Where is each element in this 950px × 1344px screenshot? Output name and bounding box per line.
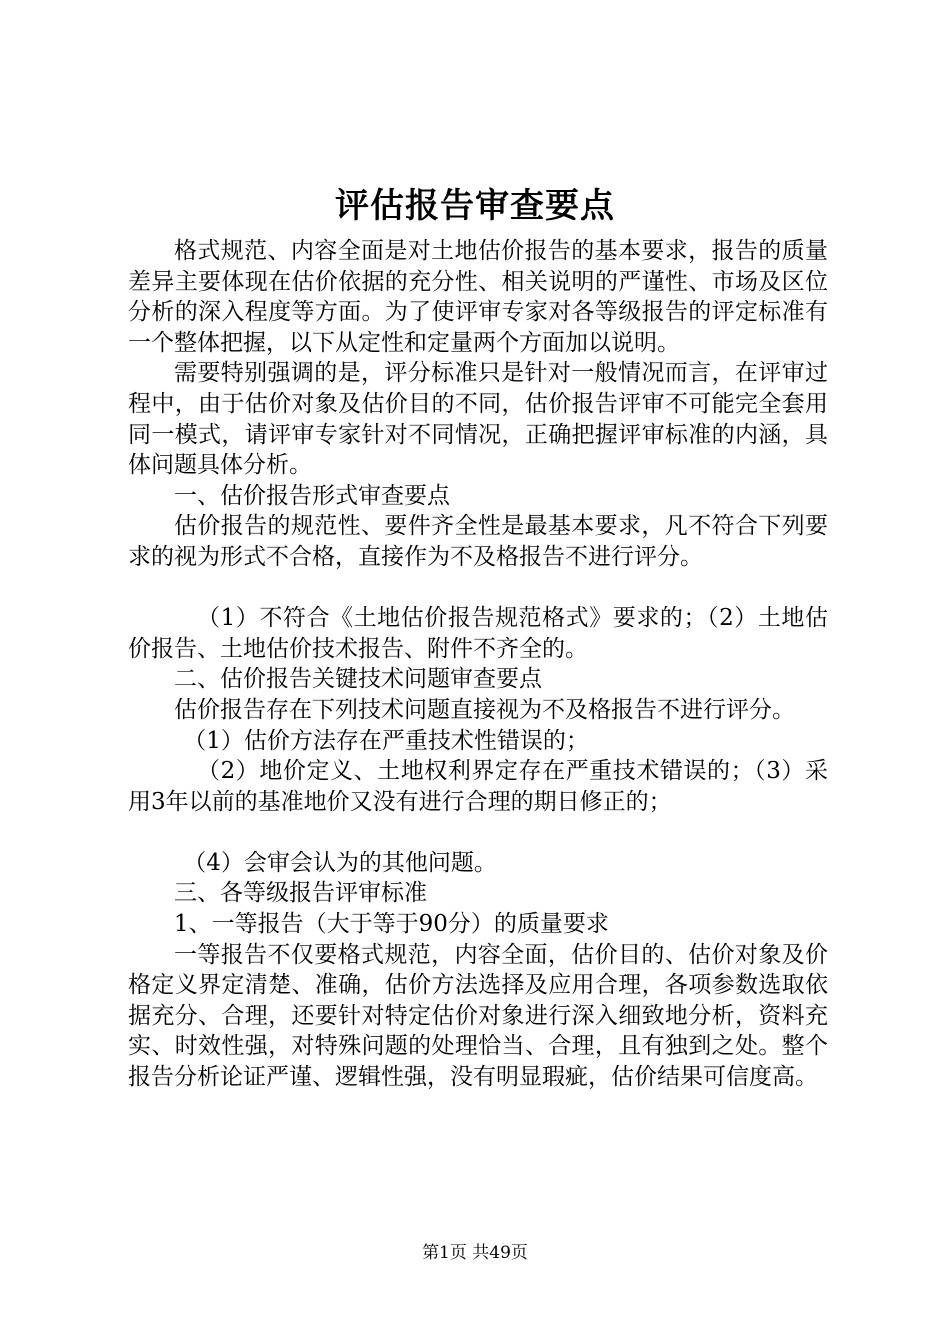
section-heading-3: 三、各等级报告评审标准 [174,880,427,907]
document-body [128,236,828,1093]
section-heading-2: 二、估价报告关键技术问题审查要点 [174,666,542,693]
paragraph-emphasis: 需要特别强调的是，评分标准只是针对一般情况而言，在评审过程中，由于估价对象及估价目的不同，估价报告评审不可能完全套用同一模式，请评审专家针对不同情况，正确把握评审标准的内涵，具体问题具体分析。 [128,360,828,479]
subsection-heading-1: 1、一等报告（大于等于90分）的质量要求 [174,911,609,938]
document-title: 评估报告审查要点 [335,186,615,226]
paragraph-form-items: （1）不符合《土地估价报告规范格式》要求的；（2）土地估价报告、土地估价技术报告、附件不齐全的。 [128,605,828,662]
paragraph-grade-one: 一等报告不仅要格式规范，内容全面，估价目的、估价对象及价格定义界定清楚、准确，估价方法选择及应用合理，各项参数选取依据充分、合理，还要针对特定估价对象进行深入细致地分析，资料充实、时效性强，对特殊问题的处理恰当、合理，且有独到之处。整个报告分析论证严谨、逻辑性强，没有明显瑕疵，估价结果可信度高。 [128,941,828,1091]
blank-line [128,817,828,848]
list-item-2-3: （2）地价定义、土地权利界定存在严重技术错误的；（3）采用3年以前的基准地价又没有进行合理的期日修正的； [128,758,828,815]
list-item-4: （4）会审会认为的其他问题。 [183,849,497,876]
section-heading-1: 一、估价报告形式审查要点 [174,482,450,509]
page-number: 第1页 共49页 [422,1243,528,1263]
list-item-1: （1）估价方法存在严重技术性错误的； [183,727,589,754]
blank-line [128,573,828,604]
paragraph-intro: 格式规范、内容全面是对土地估价报告的基本要求，报告的质量差异主要体现在估价依据的充分性、相关说明的严谨性、市场及区位分析的深入程度等方面。为了使评审专家对各等级报告的评定标准有一个整体把握，以下从定性和定量两个方面加以说明。 [128,238,828,356]
paragraph-form-requirements: 估价报告的规范性、要件齐全性是最基本要求，凡不符合下列要求的视为形式不合格，直接作为不及格报告不进行评分。 [128,513,828,570]
paragraph-technical-issues: 估价报告存在下列技术问题直接视为不及格报告不进行评分。 [174,696,795,723]
